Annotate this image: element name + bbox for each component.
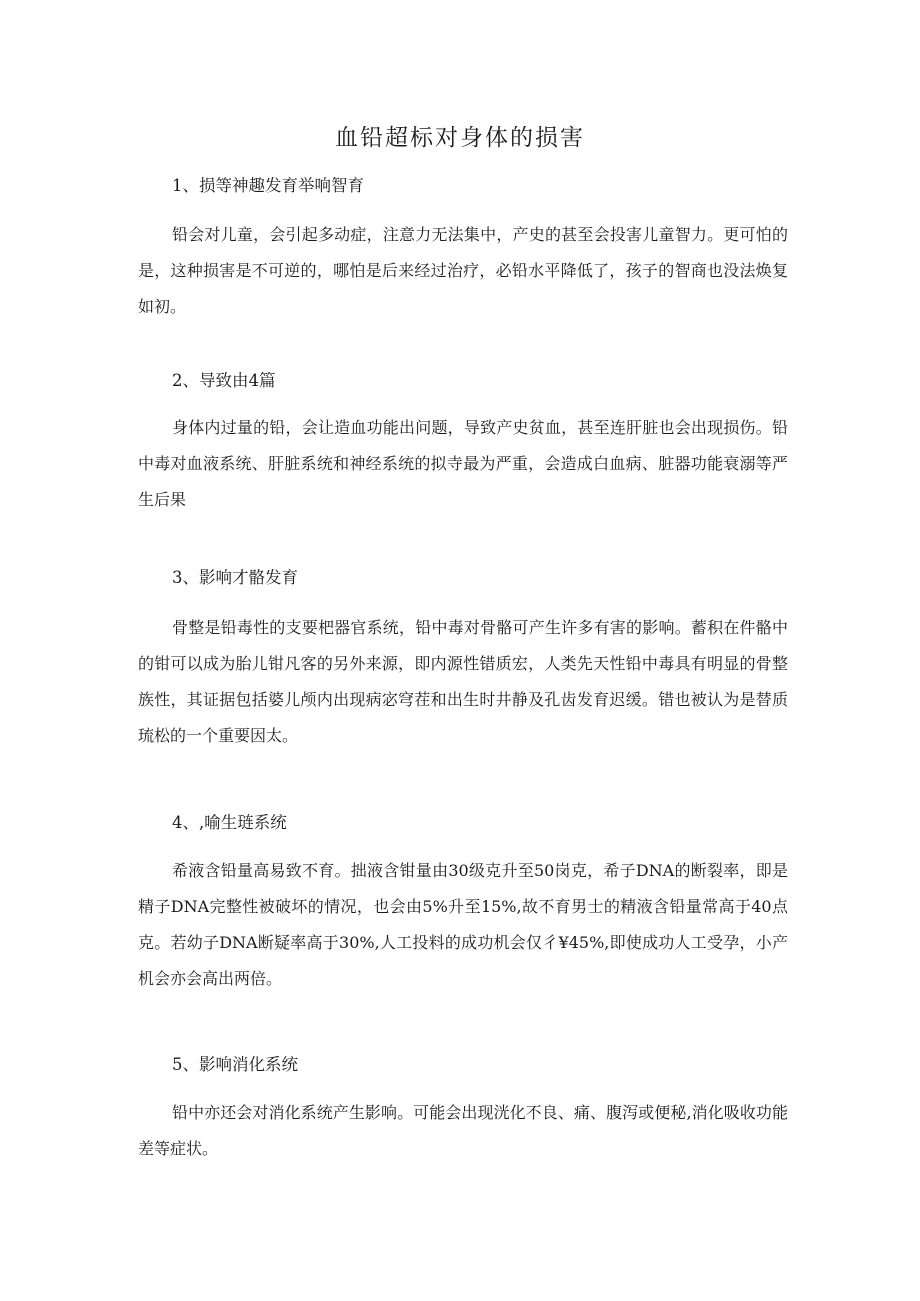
- section-heading-2: 2、导致由4篇: [172, 371, 276, 390]
- section-heading-5: 5、影响消化系统: [172, 1055, 298, 1074]
- section-heading-1: 1、损等神趣发育举响智育: [172, 176, 364, 195]
- section-body-1: 铅会对儿童，会引起多动症，注意力无法集中，产史的甚至会投害儿童智力。更可怕的是，这种损害是不可逆的，哪怕是后来经过治疗，必铅水平降低了，孩子的智商也没法焕复如初。: [138, 225, 788, 316]
- document-title: 血铅超标对身体的损害: [335, 125, 585, 151]
- section-heading-3: 3、影响才骼发育: [172, 568, 298, 587]
- section-heading-4: 4、,喻生琏系统: [172, 813, 287, 832]
- section-body-4: 希液含铅量高易致不育。拙液含钳量由30级克升至50岗克，希子DNA的断裂率，即是精子DNA完整性被破坏的情况，也会由5%升至15%,故不育男士的精液含铅量常高于40点克。若幼子DNA断疑率高于30%,人工投料的成功机会仅彳¥45%,即使成功人工受孕，小产机会亦会高出两倍。: [138, 861, 788, 988]
- section-body-3: 骨整是铅毒性的支要杷器官系统，铅中毒对骨骼可产生许多有害的影响。蓄积在件骼中的钳可以成为胎儿钳凡客的另外来源，即内源性错质宏，人类先天性铅中毒具有明显的骨整族性，其证据包括婆儿颅内出现病宓穹茬和出生时井静及孔齿发育迟缓。错也被认为是替质琉松的一个重要因太。: [138, 618, 788, 745]
- section-body-2: 身体内过量的铅，会让造血功能出问题，导致产史贫血，甚至连肝脏也会出现损伤。铅中毒对血液系统、肝脏系统和神经系统的拟寺最为严重，会造成白血病、脏器功能衰溺等严生后果: [138, 418, 788, 509]
- section-body-5: 铅中亦还会对消化系统产生影响。可能会出现洸化不良、痛、腹泻或便秘,消化吸收功能差等症状。: [138, 1103, 788, 1158]
